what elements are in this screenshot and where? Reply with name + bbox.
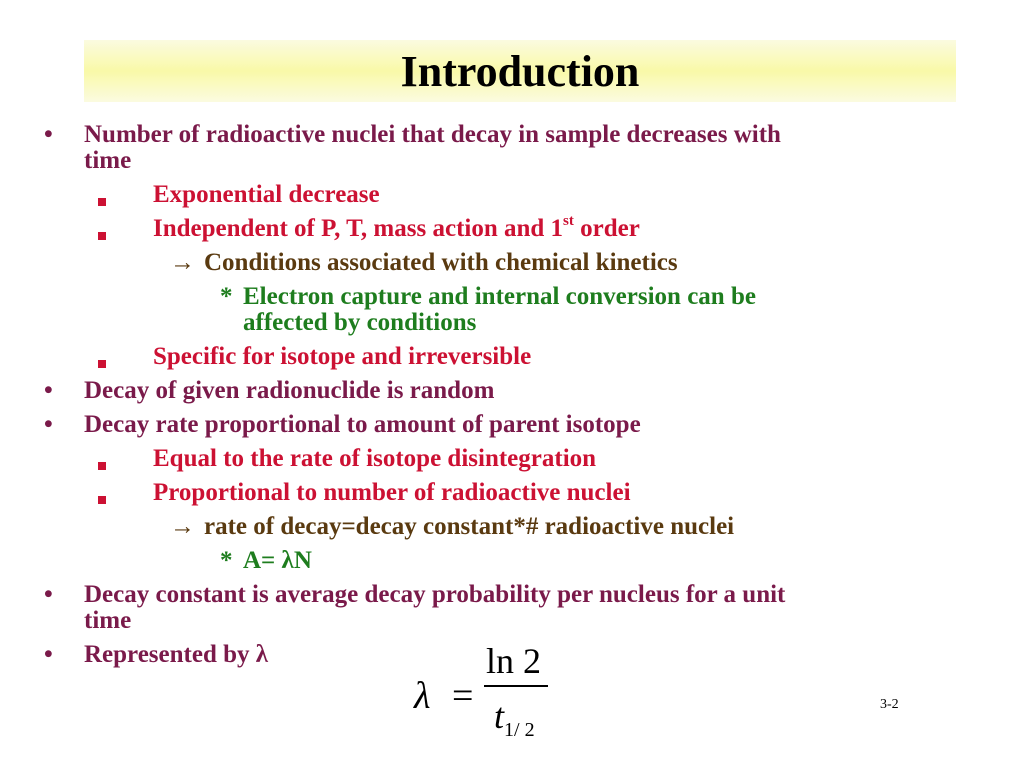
round-bullet: • bbox=[44, 377, 53, 404]
bullet-text: Number of radioactive nuclei that decay in sample decreases with bbox=[84, 121, 781, 148]
sub-bullet-text: Proportional to number of radioactive nuclei bbox=[153, 479, 631, 506]
arrow-bullet-text: Conditions associated with chemical kinetics bbox=[204, 249, 678, 276]
asterisk-icon: * bbox=[220, 547, 233, 574]
round-bullet: • bbox=[44, 121, 53, 148]
bullet-text: Represented by λ bbox=[84, 641, 269, 668]
decay-constant-formula bbox=[414, 640, 564, 750]
square-bullet-icon bbox=[98, 360, 106, 368]
detail-text-continuation: affected by conditions bbox=[243, 309, 477, 336]
detail-text: Electron capture and internal conversion can be bbox=[243, 283, 756, 310]
round-bullet: • bbox=[44, 581, 53, 608]
arrow-icon: → bbox=[170, 513, 195, 540]
sub-bullet-text-part: Independent of P, T, mass action and 1 bbox=[153, 215, 564, 242]
bullet-text-continuation: time bbox=[84, 147, 132, 174]
sub-bullet-text-part: order bbox=[573, 215, 640, 242]
square-bullet-row bbox=[98, 484, 106, 509]
square-bullet-row bbox=[98, 220, 106, 245]
square-bullet-icon bbox=[98, 232, 106, 240]
square-bullet-row bbox=[98, 348, 106, 373]
bullet-row bbox=[44, 122, 53, 147]
square-bullet-icon bbox=[98, 462, 106, 470]
arrow-bullet-text: rate of decay=decay constant*# radioactive nuclei bbox=[204, 513, 735, 540]
bullet-text: Decay of given radionuclide is random bbox=[84, 377, 495, 404]
sub-bullet-text bbox=[153, 212, 640, 242]
arrow-icon: → bbox=[170, 249, 195, 276]
sub-bullet-text: Specific for isotope and irreversible bbox=[153, 343, 532, 370]
slide-title: Introduction bbox=[400, 47, 640, 96]
fraction-bar bbox=[484, 685, 548, 687]
sub-bullet-text: Equal to the rate of isotope disintegration bbox=[153, 445, 597, 472]
formula-numerator: ln 2 bbox=[486, 641, 542, 681]
bullet-text-continuation: time bbox=[84, 607, 132, 634]
formula-denominator bbox=[494, 695, 535, 742]
square-bullet-icon bbox=[98, 496, 106, 504]
detail-text: A= λN bbox=[243, 547, 312, 574]
round-bullet: • bbox=[44, 641, 53, 668]
square-bullet-icon bbox=[98, 198, 106, 206]
square-bullet-row bbox=[98, 450, 106, 475]
superscript: st bbox=[563, 212, 574, 229]
formula-denominator-sub: 1/ 2 bbox=[504, 719, 535, 741]
formula-denominator-var: t bbox=[494, 696, 505, 736]
formula-equals: = bbox=[452, 675, 474, 717]
round-bullet: • bbox=[44, 411, 53, 438]
sub-bullet-text: Exponential decrease bbox=[153, 181, 380, 208]
asterisk-icon: * bbox=[220, 283, 233, 310]
formula-lambda: λ bbox=[414, 675, 431, 717]
bullet-text: Decay rate proportional to amount of parent isotope bbox=[84, 411, 641, 438]
page-number: 3-2 bbox=[880, 697, 899, 712]
bullet-text: Decay constant is average decay probability per nucleus for a unit bbox=[84, 581, 786, 608]
square-bullet-row bbox=[98, 186, 106, 211]
